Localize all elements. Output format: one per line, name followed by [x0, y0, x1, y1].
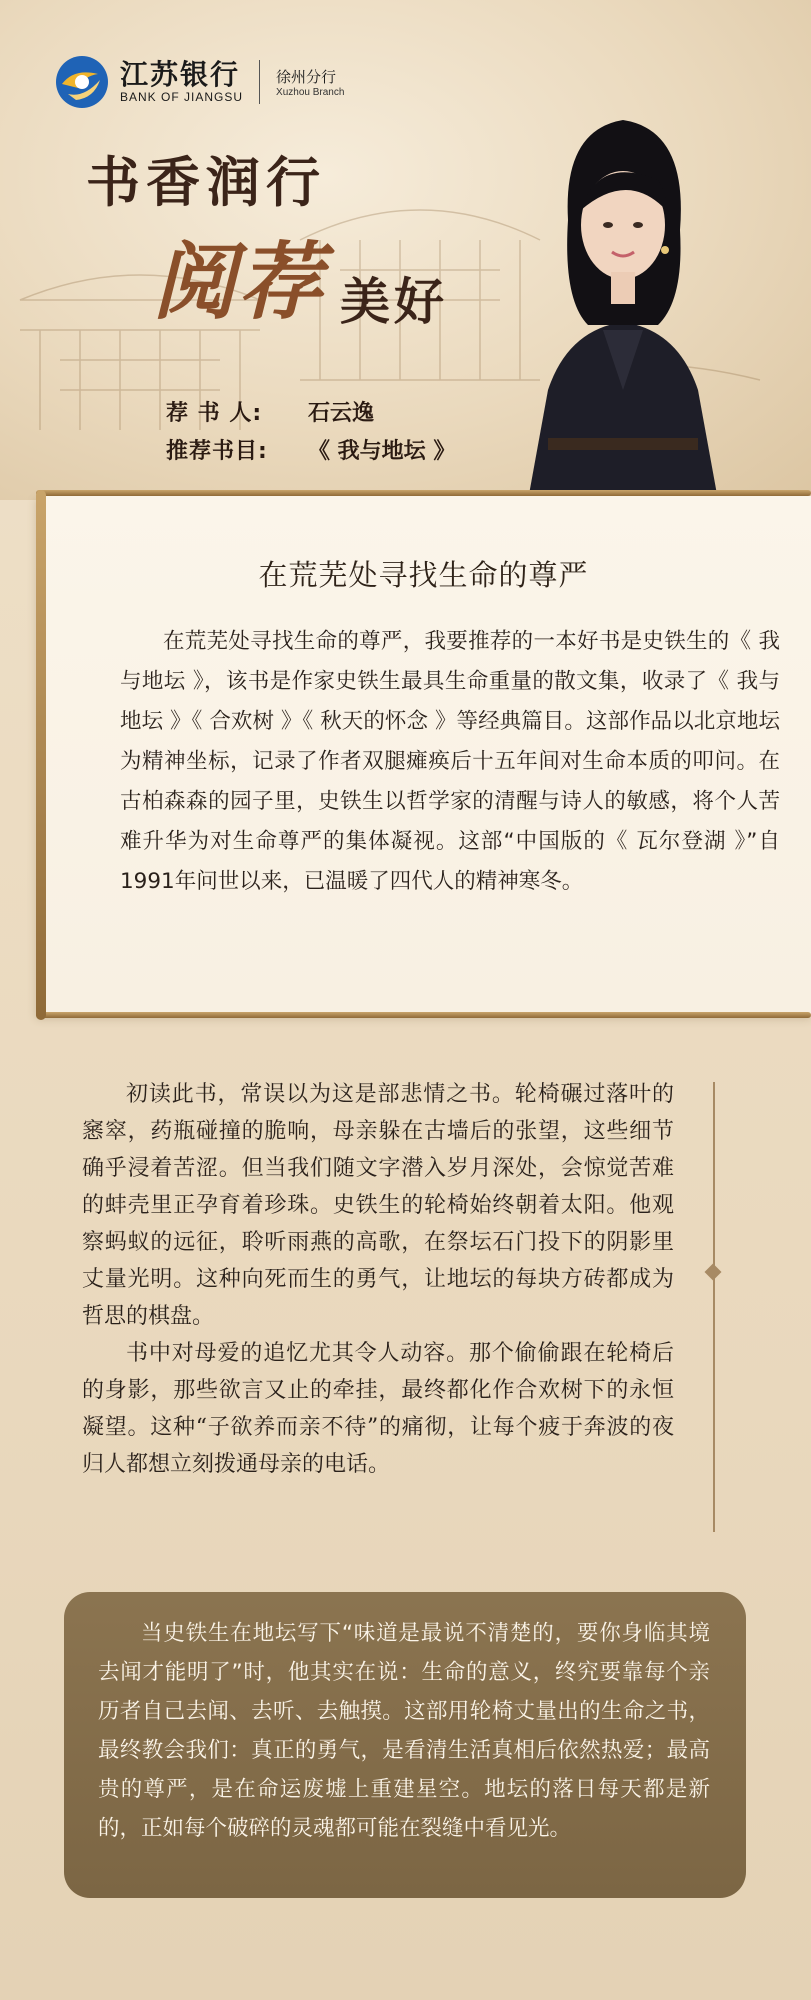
title-line-1: 书香润行 [86, 151, 326, 214]
closing-panel [64, 1592, 746, 1898]
branch-name-cn: 徐州分行 [276, 68, 337, 86]
recommender-row [166, 396, 374, 427]
review-body [82, 1076, 674, 1483]
book-row [166, 434, 455, 465]
bank-logo [54, 54, 344, 110]
bank-logo-icon [54, 54, 110, 110]
scroll-rod-left [36, 490, 46, 1020]
review-intro: 在荒芜处寻找生命的尊严，我要推荐的一本好书是史铁生的《 我与地坛 》，该书是作家史铁生最具生命重量的散文集，收录了《 我与地坛 》《 合欢树 》《 秋天的怀念 》等经典篇目。这部作品以北京地坛为精神坐标，记录了作者双腿瘫痪后十五年间对生命本质的叩问。在古柏森森的园子里，史铁生以哲学家的清醒与诗人的敏感，将个人苦难升华为对生命尊严的集体凝视。这部“中国版的《 瓦尔登湖 》”自1991年问世以来，已温暖了四代人的精神寒冬。 [120, 629, 780, 894]
bank-name-en: BANK OF JIANGSU [120, 90, 244, 104]
review-scroll-card [36, 496, 811, 1016]
recommender-name: 石云逸 [308, 401, 375, 426]
title-line-2: 阅荐 [152, 232, 325, 331]
review-paragraph-2: 书中对母爱的追忆尤其令人动容。那个偷偷跟在轮椅后的身影，那些欲言又止的牵挂，最终都化作合欢树下的永恒凝望。这种“子欲养而亲不待”的痛彻，让每个疲于奔波的夜归人都想立刻拨通母亲的电话。 [82, 1341, 674, 1477]
branch-name-en: Xuzhou Branch [276, 87, 345, 98]
scroll-rod-bottom [36, 1012, 811, 1018]
bank-name-cn: 江苏银行 [120, 58, 241, 91]
review-heading: 在荒芜处寻找生命的尊严 [258, 558, 589, 592]
review-paragraph-1: 初读此书，常误以为这是部悲情之书。轮椅碾过落叶的窸窣，药瓶碰撞的脆响，母亲躲在古墙后的张望，这些细节确乎浸着苦涩。但当我们随文字潜入岁月深处，会惊觉苦难的蚌壳里正孕育着珍珠。史铁生的轮椅始终朝着太阳。他观察蚂蚁的远征，聆听雨燕的高歌，在祭坛石门投下的阴影里丈量光明。这种向死而生的勇气，让地坛的每块方砖都成为哲思的棋盘。 [82, 1082, 674, 1329]
hero-banner [0, 0, 811, 500]
decorative-diamond-icon [705, 1264, 722, 1281]
logo-divider [259, 60, 260, 104]
recommender-portrait [508, 100, 738, 500]
title-line-3: 美好 [340, 273, 448, 331]
closing-text: 当史铁生在地坛写下“味道是最说不清楚的，要你身临其境去闻才能明了”时，他其实在说：生命的意义，终究要靠每个亲历者自己去闻、去听、去触摸。这部用轮椅丈量出的生命之书，最终教会我们：真正的勇气，是看清生活真相后依然热爱；最高贵的尊严，是在命运废墟上重建星空。地坛的落日每天都是新的，正如每个破碎的灵魂都可能在裂缝中看见光。 [98, 1621, 710, 1841]
book-name: 《 我与地坛 》 [308, 439, 456, 464]
book-label: 推荐书目: [166, 439, 268, 464]
decorative-vertical-line [713, 1082, 715, 1532]
scroll-rod-top [36, 490, 811, 496]
recommender-label: 荐 书 人: [166, 401, 263, 426]
